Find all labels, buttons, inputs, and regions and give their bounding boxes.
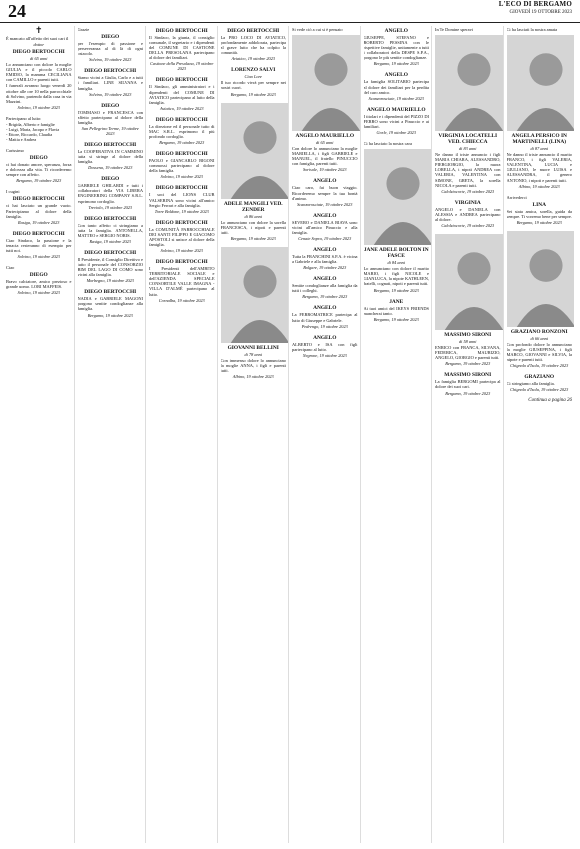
place-date: Solvino, 19 ottobre 2023 — [17, 253, 60, 259]
notice-text: Ciao caro, fai buon viaggio. Ricorderemo sempre la tua bontà d'animo. — [292, 185, 358, 201]
deceased-name: DIEGO BERTOCCHI — [84, 249, 137, 256]
notice-text: La direzione ed il personale tutto di MAC S.R.L. esprimono il più profondo cordoglio. — [149, 123, 215, 140]
deceased-name: DIEGO BERTOCCHI — [155, 28, 208, 34]
place-date: Bergamo, 19 ottobre 2023 — [302, 294, 348, 300]
notice-text: SEVERO e DANIELA BIAVA sono vicini all'amico Pinuccio e alla famiglia. — [292, 219, 358, 235]
age-text: di 87 anni — [530, 146, 548, 152]
notice-text: GIUSEPPE, STEFANO e ROBERTO PESSINA con le rispettive famiglie, unitamente a tutti i collaboratori della DESPE S.P.A., porgono le più sentite condoglianze. — [363, 35, 429, 61]
place-date: Sorisole, 19 ottobre 2023 — [302, 167, 347, 173]
notice-text: Bravo calciatore, amico prezioso e grande uomo. LORI MAFFEIS. — [6, 279, 72, 290]
intro-text: Ci ha lasciato la nostra cara — [363, 141, 412, 147]
deceased-name: GRAZIANO RONZONI — [510, 328, 568, 335]
deceased-name: ANGELO — [384, 28, 408, 34]
notice-text: NADIA e GABRIELE MAGONI porgono sentite condoglianze alla famiglia. — [77, 296, 143, 312]
age-text: di 65 anni — [30, 56, 48, 62]
deceased-name: DIEGO — [29, 272, 48, 279]
age-text: di 83 anni — [459, 146, 477, 152]
notice-text: La FERROMATRICE partecipa al lutto di Giuseppe e Gabriele. — [292, 312, 358, 323]
place-date: Bergamo, 19 ottobre 2023 — [373, 316, 419, 322]
notice-text: La COOPERATIVA IN CAMMINO tutta si stringe al dolore della famiglia. — [77, 148, 143, 165]
intro-text: È mancato all'affetto dei suoi cari il — [6, 36, 69, 41]
obituary-notice — [292, 178, 358, 206]
deceased-name: ANGELO — [313, 247, 337, 254]
portrait-photo — [292, 35, 361, 131]
deceased-name: MASSIMO SIRONI — [444, 372, 492, 379]
obituary-notice — [435, 372, 501, 395]
place-date: Negrone, 19 ottobre 2023 — [302, 352, 347, 358]
intro-text: Partecipano al lutto: — [6, 115, 42, 121]
age-text: di 84 anni — [387, 260, 405, 266]
deceased-name: DIEGO BERTOCCHI — [155, 151, 208, 158]
deceased-name: ANGELO MAURIELLO — [366, 106, 426, 113]
age-text: di 58 anni — [459, 339, 477, 345]
place-date: Bergamo, 19 ottobre 2023 — [445, 390, 491, 396]
intro-text: I cugini — [6, 189, 20, 195]
deceased-name: DIEGO BERTOCCHI — [155, 185, 208, 192]
place-date: Solvino, 19 ottobre 2023 — [17, 290, 60, 296]
notice-text: Siamo vicini a Giulia, Carlo e a tutti i familiari. LINE SILVANA e famiglia. — [77, 75, 143, 91]
masthead — [499, 1, 572, 15]
notice-text: I Presidenti dell'AMBITO TERRITORIALE SOCIALE e dell'AZIENDA SPECIALE CONSORTILE VALLE IMAGNA - VILLA D'ALMÈ partecipano al lutto. — [149, 266, 215, 297]
obituary-notice — [435, 27, 501, 194]
portrait-photo — [364, 149, 433, 245]
obituary-notice — [6, 116, 72, 142]
place-date: Rasiga, 19 ottobre 2023 — [18, 219, 60, 225]
cross-icon: ✝ — [34, 26, 43, 35]
obituary-notice — [6, 26, 72, 110]
obituary-notice — [364, 299, 430, 322]
notice-text: ALBERTO e ISA con figli partecipano al lutto. — [292, 341, 358, 352]
portrait-photo — [221, 247, 290, 343]
continued-note: Continua a pagina 26 — [528, 398, 572, 404]
intro-text: Ci ha lasciati la nostra amata — [506, 27, 558, 32]
obituary-notice — [149, 259, 215, 303]
notice-text: Lo annunciano con dolore la moglie GIULIA e il piccolo CARLO EMIDIO, la mamma CECILIANA con CAMILLO e parenti tutti. — [6, 62, 72, 83]
deceased-name: DIEGO BERTOCCHI — [12, 196, 65, 203]
deceased-name: DIEGO BERTOCCHI — [84, 68, 137, 75]
column-7 — [435, 26, 504, 843]
notice-text: ANGELO e DANIELA con ALESSIA e ANDREA partecipano al dolore. — [435, 206, 501, 222]
column-4 — [221, 26, 290, 843]
place-date: Dossena, 19 ottobre 2023 — [88, 165, 133, 171]
age-text: di 66 anni — [530, 335, 548, 341]
obituary-notice — [6, 231, 72, 259]
deceased-name: DIEGO — [101, 34, 120, 41]
deceased-name: DIEGO BERTOCCHI — [155, 77, 208, 84]
notice-text: Ai tuoi amici del IKEYS FRIENDS mancherai tanto. — [363, 305, 429, 316]
obituary-notice — [221, 103, 287, 241]
portrait-photo — [507, 35, 575, 131]
obituary-notice — [6, 189, 72, 224]
age-text: di 65 anni — [316, 140, 334, 146]
deceased-name: DIEGO BERTOCCHI — [227, 28, 280, 34]
notice-text: PAOLO e GIANCARLO BIGONI commossi partecipano al dolore della famiglia. — [149, 158, 215, 174]
intro-text: Ciao — [6, 264, 15, 270]
deceased-name: ANGELO — [313, 178, 337, 185]
obituary-notice — [149, 185, 215, 213]
place-date: Bergamo, 19 ottobre 2023 — [445, 361, 491, 367]
notice-text: Ci stringiamo alla famiglia. — [506, 381, 555, 387]
issue-date: GIOVEDÌ 19 OTTOBRE 2023 — [509, 10, 572, 15]
place-date: Bergamo, 19 ottobre 2023 — [373, 287, 419, 293]
notice-text: GABRIELE GHILARDI e tutti i collaboratori della VIA LIBERA ENGINEERING COMPANY S.R.L. esprimono cordoglio. — [77, 183, 143, 204]
deceased-name: ANGELO — [313, 305, 337, 312]
obituary-notice — [507, 27, 573, 189]
place-date: Bergamo, 19 ottobre 2023 — [159, 140, 205, 146]
notice-text: Lo annunciano con dolore il marito MARIO, i figli NICOLE e GIANLUCA, la nipote KATHLEEN, fratelli, cognati, nipoti e parenti tutti. — [363, 266, 429, 287]
obituary-notice — [78, 68, 144, 96]
intro-text: Carissimo — [6, 147, 24, 153]
deceased-name: DIEGO BERTOCCHI — [84, 215, 137, 222]
notice-text: La COMUNITÀ PARROCCHIALE DEI SANTI FILIPPO E GIACOMO APOSTOLI si unisce al dolore della famiglia. — [149, 226, 215, 247]
deceased-name: VIRGINIA LOCATELLI VED. CHIECCA — [438, 133, 498, 146]
age-text: di 86 anni — [244, 213, 262, 219]
notice-text: Ciao Sindaco, la passione e la tenacia resteranno di esempio per tutti noi. — [6, 237, 72, 253]
obituary-notice — [435, 200, 501, 228]
obituary-notice — [435, 234, 501, 366]
deceased-name: MASSIMO SIRONI — [444, 332, 492, 339]
column-5 — [292, 26, 361, 843]
intro-text: Arrivederci — [506, 194, 527, 200]
obituary-notice — [149, 77, 215, 110]
page-number: 24 — [8, 1, 26, 21]
portrait-photo — [221, 103, 290, 199]
participant-list — [6, 122, 72, 142]
participant-item: - Luigi, Maria, Jacopo e Flavia — [6, 126, 60, 132]
title-text: dottor — [33, 42, 44, 48]
place-date: Chignolo d'Isola, 19 ottobre 2023 — [510, 363, 569, 369]
notice-text: Sentite condoglianze alla famiglia da tutti i colleghi. — [292, 283, 358, 294]
obituary-notice — [78, 142, 144, 170]
deceased-name: DIEGO — [29, 155, 48, 162]
place-date: Bergamo, 19 ottobre 2023 — [87, 312, 133, 318]
notice-text: TOMMASO e FRANCESCA con affetto partecipano al dolore della famiglia. — [77, 109, 143, 125]
obituary-notice — [221, 247, 287, 379]
place-date: Bergamo, 19 ottobre 2023 — [373, 61, 419, 67]
age-text: di 78 anni — [244, 351, 262, 357]
notice-text: Ne danno il triste annuncio i figli MARIA CHIARA, ALESSANDRO, PIERGIORGIO, la nuora LORELLA, i nipoti ANDREA con VALERIA, VALENTINA con SIMONE, GRETA, la sorella NICOLA e parenti tutti. — [435, 152, 501, 188]
place-date: Pedrengo, 19 ottobre 2023 — [301, 323, 348, 329]
deceased-name: GRAZIANO — [524, 374, 555, 381]
place-date: Solvino, 19 ottobre 2023 — [89, 91, 132, 97]
notice-text: ci hai lasciato un grande vuoto. Partecipiamo al dolore della famiglia. — [6, 203, 72, 219]
notice-text: Tutta la FRANCHINI S.P.A. è vicina a Gabriele e alla famiglia. — [292, 254, 358, 265]
deceased-name: ANGELO — [384, 72, 408, 79]
place-date: San Pellegrino Terme, 19 ottobre 2023 — [81, 125, 139, 136]
deceased-name: ANGELO MAURIELLO — [295, 133, 355, 140]
column-2 — [78, 26, 147, 843]
obituary-notice — [78, 250, 144, 283]
obituary-notice — [507, 231, 573, 368]
place-date: Solvino, 19 ottobre 2023 — [160, 248, 203, 254]
obituary-notice — [364, 28, 430, 66]
deceased-name: DIEGO BERTOCCHI — [84, 289, 137, 296]
notice-text: Con tanto affetto ci stringiamo a tutta la famiglia. ANTONELLA, MATTEO e SERGIO NORIS. — [77, 222, 143, 238]
obituary-notice — [292, 305, 358, 328]
notice-text: Sei stata amica, sorella, guida da sempre. Ti vorremo bene per sempre. — [506, 208, 572, 219]
obituary-notice — [292, 213, 358, 241]
obituary-columns — [6, 26, 574, 843]
notice-text: Con immenso dolore lo annunciano la moglie ANNA, i figli e parenti tutti. — [220, 357, 286, 374]
place-date: Cenate Sopra, 19 ottobre 2023 — [298, 236, 352, 242]
deceased-name: LORENZO SALVI — [231, 67, 276, 74]
obituary-notice — [507, 374, 573, 392]
deceased-name: DIEGO — [101, 176, 120, 183]
place-date: Albino, 19 ottobre 2023 — [518, 183, 560, 189]
obituary-notice — [149, 220, 215, 253]
notice-text: I soci del LIONS CLUB VALSERINA sono vicini all'amico Sergio Ferrari e alla famiglia. — [149, 192, 215, 208]
obituary-notice — [78, 289, 144, 317]
column-8 — [507, 26, 575, 843]
place-date: Treviolo, 19 ottobre 2023 — [88, 204, 133, 210]
place-date: Aviatico, 19 ottobre 2023 — [159, 105, 204, 111]
place-date: Scanzorosciate, 19 ottobre 2023 — [297, 201, 353, 207]
notice-text: Il Sindaco, la giunta, il consiglio comunale, il segretario e i dipendenti del COMUNE DI CASTIONE DELLA PRESOLANA partecipano al dolore dei familiari. — [149, 35, 215, 61]
age-text: Ciao Lore — [244, 74, 262, 80]
page-header — [0, 0, 580, 23]
place-date: Aviatico, 19 ottobre 2023 — [231, 56, 276, 62]
obituary-notice — [6, 148, 72, 183]
participant-item: - Ettore, Riccardo, Claudia — [6, 131, 53, 137]
deceased-name: ANGELA PERSICO IN MARTINELLI (LINA) — [511, 133, 567, 146]
deceased-name: ANGELO — [313, 276, 337, 283]
obituary-notice — [149, 117, 215, 145]
place-date: Gorle, 19 ottobre 2023 — [376, 130, 416, 136]
obituary-notice — [78, 27, 144, 62]
place-date: Castione della Presolana, 19 ottobre 2023 — [150, 61, 214, 72]
notice-text: Il tuo ricordo vivrà per sempre nei nostri cuori. — [220, 80, 286, 91]
notice-text: Lo annunciano con dolore la sorella FRANCESCA, i nipoti e parenti tutti. — [220, 219, 286, 235]
deceased-name: DIEGO — [101, 102, 120, 109]
intro-text: In Te Domine speravi — [435, 27, 474, 32]
obituary-notice — [292, 27, 358, 172]
intro-text: Grazie — [77, 27, 90, 32]
deceased-name: DIEGO BERTOCCHI — [12, 49, 65, 56]
place-date: Albino, 19 ottobre 2023 — [232, 374, 274, 380]
participant-item: - Mattia e Andrea — [6, 136, 37, 142]
place-date: Scanzorosciate, 19 ottobre 2023 — [368, 95, 424, 101]
notice-text: I titolari e i dipendenti del PIZZO DI FERRO sono vicini a Pinuccio e ai familiari. — [363, 113, 429, 129]
deceased-name: VIRGINIA — [454, 199, 481, 206]
obituary-notice — [292, 276, 358, 299]
place-date: Torre Boldone, 19 ottobre 2023 — [154, 208, 209, 214]
place-date: Solvino, 19 ottobre 2023 — [89, 57, 132, 63]
intro-text: Si vede ciò a cui si è pensato — [292, 27, 343, 32]
place-date: Bergamo, 19 ottobre 2023 — [230, 91, 276, 97]
obituary-notice — [78, 103, 144, 136]
deceased-name: JANE — [389, 298, 404, 305]
notice-text: La famiglia BERGOMI partecipa al dolore dei suoi cari. — [435, 379, 501, 390]
obituary-notice — [507, 195, 573, 225]
deceased-name: ADELE MANGILI VED. ZENDER — [223, 200, 283, 213]
place-date: Morbegno, 19 ottobre 2023 — [86, 278, 134, 284]
obituary-notice — [221, 67, 287, 96]
place-date: Bergamo, 19 ottobre 2023 — [516, 219, 562, 225]
notice-text: La famiglia SOLITARIO partecipa al dolore dei familiari per la perdita del caro amico. — [363, 79, 429, 95]
place-date: Solvino, 19 ottobre 2023 — [17, 104, 60, 110]
funeral-info: I funerali avranno luogo venerdì 20 ottobre alle ore 10 nella parrocchiale di Solvino, partendo dalla casa in via Mazzini. — [6, 83, 72, 104]
obituary-notice — [364, 141, 430, 292]
deceased-name: DIEGO BERTOCCHI — [12, 230, 65, 237]
deceased-name: DIEGO BERTOCCHI — [155, 259, 208, 266]
place-date: Calolziocorte, 19 ottobre 2023 — [441, 223, 495, 229]
notice-text: Il Sindaco, gli amministratori e i dipendenti del COMUNE DI AVIATICO partecipano al lutto della famiglia. — [149, 84, 215, 105]
notice-text: Il Presidente, il Consiglio Direttivo e tutto il personale del CONSORZIO BIM DEL LAGO DI COMO sono vicini alla famiglia. — [77, 256, 143, 278]
portrait-photo — [435, 35, 504, 131]
obituary-notice — [364, 107, 430, 135]
place-date: Cornalba, 19 ottobre 2023 — [158, 297, 205, 303]
place-date: Rasiga, 19 ottobre 2023 — [89, 238, 131, 244]
deceased-name: JANE ADELE BOLTON IN FASCE — [363, 247, 429, 260]
notice-text: La PRO LOCO DI AVIATICO, profondamente addolorata, partecipa al grave lutto che ha colpito la comunità. — [220, 35, 286, 56]
column-1 — [6, 26, 75, 843]
column-6 — [364, 26, 433, 843]
notice-text: Ne danno il triste annuncio il marito FRANCO, i figli VALERIA, VALENTINA, LUCIA e GIULIANO, le nuore LUISA e ALESSANDRA, il genero ANTONIO, i nipoti e parenti tutti. — [506, 152, 572, 183]
deceased-name: LINA — [532, 201, 546, 208]
obituary-notice — [78, 216, 144, 244]
obituary-notice — [364, 72, 430, 100]
newspaper-title: L'ECO DI BERGAMO — [498, 0, 572, 8]
participant-item: - Brigida, Alberto e famiglie — [6, 121, 55, 127]
notice-text: Con dolore lo annunciano la moglie MARIELLA, i figli GABRIELE e MANUEL, il fratello PINUCCIO con famiglia, parenti tutti. — [292, 146, 358, 167]
place-date: Solvino, 19 ottobre 2023 — [160, 174, 203, 180]
column-3 — [149, 26, 218, 843]
notice-text: Con profondo dolore lo annunciano la moglie GIUSEPPINA, i figli MARCO, GIOVANNI e SILVIA, la nipote e parenti tutti. — [506, 341, 572, 363]
deceased-name: GIOVANNI BELLINI — [227, 344, 279, 351]
obituary-notice — [221, 28, 287, 61]
deceased-name: ANGELO — [313, 334, 337, 341]
deceased-name: DIEGO BERTOCCHI — [155, 116, 208, 123]
portrait-photo — [507, 231, 575, 327]
obituary-notice — [6, 265, 72, 295]
place-date: Chignolo d'Isola, 19 ottobre 2023 — [510, 387, 569, 393]
obituary-notice — [292, 335, 358, 358]
place-date: Bergamo, 19 ottobre 2023 — [230, 235, 276, 241]
place-date: Bergamo, 19 ottobre 2023 — [16, 178, 62, 184]
notice-text: per l'esempio di passione e perseveranza al di là di ogni ostacolo. — [77, 41, 143, 57]
place-date: Bolgare, 19 ottobre 2023 — [303, 265, 347, 271]
obituary-notice — [292, 247, 358, 270]
obituary-notice — [149, 151, 215, 179]
obituary-notice — [78, 176, 144, 209]
notice-text: ci hai donato amore, speranza, forza e dolcezza alla vita. Ti ricorderemo sempre con affetto. — [6, 162, 72, 178]
deceased-name: DIEGO BERTOCCHI — [84, 141, 137, 148]
notice-text: ENRICO con FRANCA, SILVANA, FEDERICA, MAURIZIO, ANGELO, GIORGIO e parenti tutti. — [435, 345, 501, 361]
deceased-name: DIEGO BERTOCCHI — [155, 219, 208, 226]
deceased-name: ANGELO — [313, 212, 337, 219]
place-date: Calolziocorte, 19 ottobre 2023 — [441, 188, 495, 194]
obituary-notice — [149, 28, 215, 71]
portrait-photo — [435, 234, 504, 330]
